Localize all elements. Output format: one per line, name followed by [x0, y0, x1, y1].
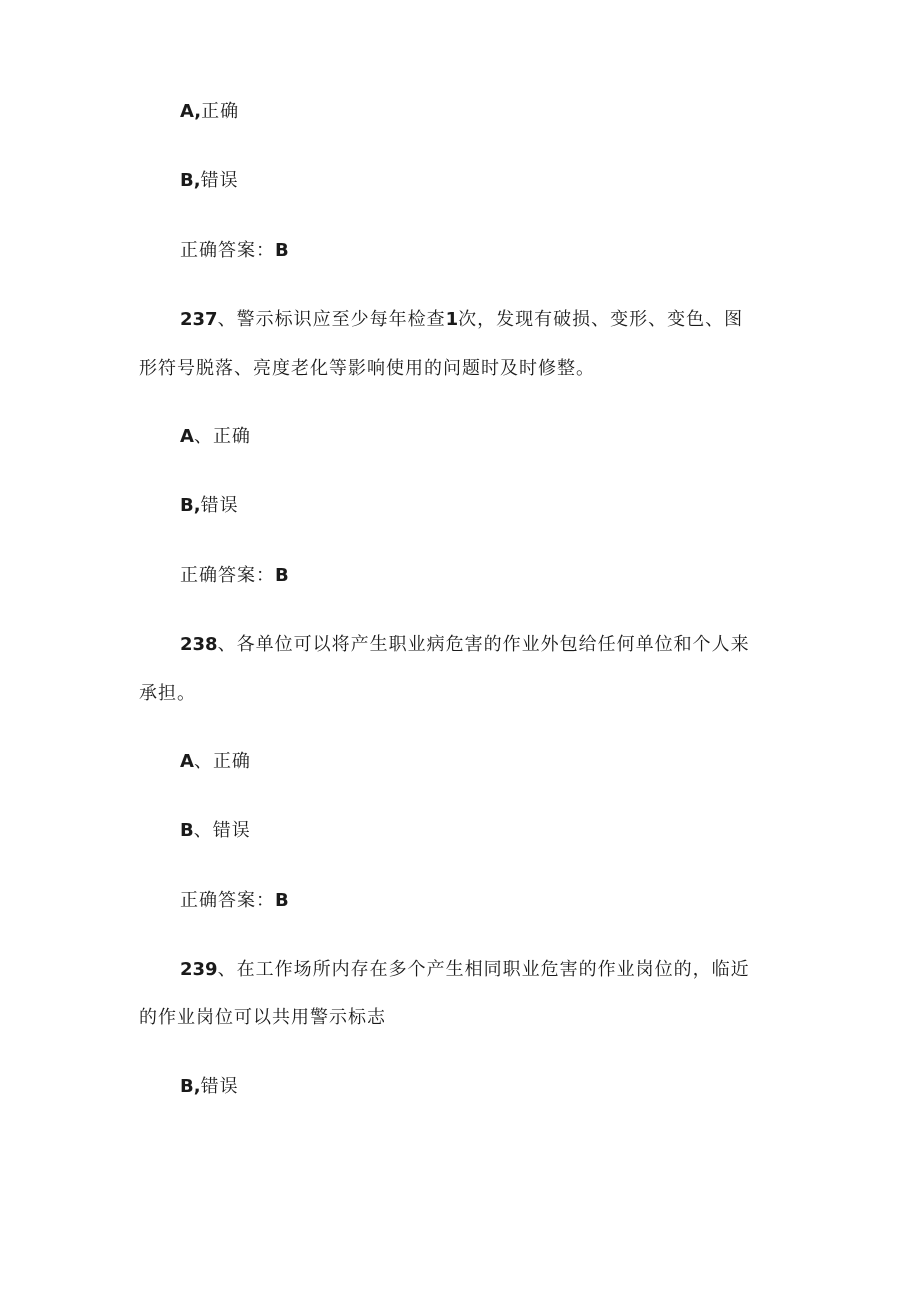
option-text: 正确 [212, 751, 251, 772]
question-text: 次，发现有破损、变形、变色、图 [458, 309, 744, 330]
option-letter: A [180, 751, 194, 772]
answer-label: 正确答案： [180, 240, 275, 261]
option-separator: 、 [193, 426, 213, 447]
option-text: 错误 [200, 495, 239, 516]
option-b [180, 494, 239, 518]
option-b [180, 819, 251, 843]
option-b [180, 1075, 239, 1099]
question-separator: 、 [217, 309, 237, 330]
question-separator: 、 [217, 634, 237, 655]
answer-line [180, 889, 289, 913]
option-separator: 、 [193, 820, 213, 841]
option-text: 错误 [200, 170, 239, 191]
answer-value: B [275, 240, 289, 261]
option-letter: A [180, 426, 194, 447]
option-separator: , [194, 101, 202, 122]
question-238-line-2: 承担。 [139, 683, 196, 704]
question-text: 在工作场所内存在多个产生相同职业危害的作业岗位的，临近 [236, 959, 750, 980]
answer-value: B [275, 565, 289, 586]
option-text: 正确 [212, 426, 251, 447]
question-text: 警示标识应至少每年检查 [236, 309, 446, 330]
answer-label: 正确答案： [180, 565, 275, 586]
option-letter: B [180, 170, 194, 191]
option-letter: B [180, 1076, 194, 1097]
answer-line [180, 239, 289, 263]
option-separator: , [193, 170, 201, 191]
question-text: 各单位可以将产生职业病危害的作业外包给任何单位和个人来 [236, 634, 750, 655]
option-letter: B [180, 820, 194, 841]
option-a [180, 425, 251, 449]
option-text: 错误 [200, 1076, 239, 1097]
question-separator: 、 [217, 959, 237, 980]
question-number: 238 [180, 634, 218, 655]
option-separator: , [193, 495, 201, 516]
option-letter: B [180, 495, 194, 516]
option-a [180, 750, 251, 774]
answer-label: 正确答案： [180, 890, 275, 911]
option-separator: 、 [193, 751, 213, 772]
option-text: 错误 [212, 820, 251, 841]
question-238-line-1 [180, 633, 750, 657]
question-number: 237 [180, 309, 218, 330]
question-237-line-1 [180, 308, 743, 332]
option-b [180, 169, 239, 193]
option-letter: A [180, 101, 195, 122]
option-a [180, 100, 239, 124]
option-text: 正确 [201, 101, 240, 122]
question-237-line-2: 形符号脱落、亮度老化等影响使用的问题时及时修整。 [139, 358, 595, 379]
answer-line [180, 564, 289, 588]
question-number: 239 [180, 959, 218, 980]
question-239-line-1 [180, 958, 750, 982]
answer-value: B [275, 890, 289, 911]
question-inline-number: 1 [445, 309, 459, 330]
option-separator: , [193, 1076, 201, 1097]
question-239-line-2: 的作业岗位可以共用警示标志 [139, 1007, 386, 1028]
